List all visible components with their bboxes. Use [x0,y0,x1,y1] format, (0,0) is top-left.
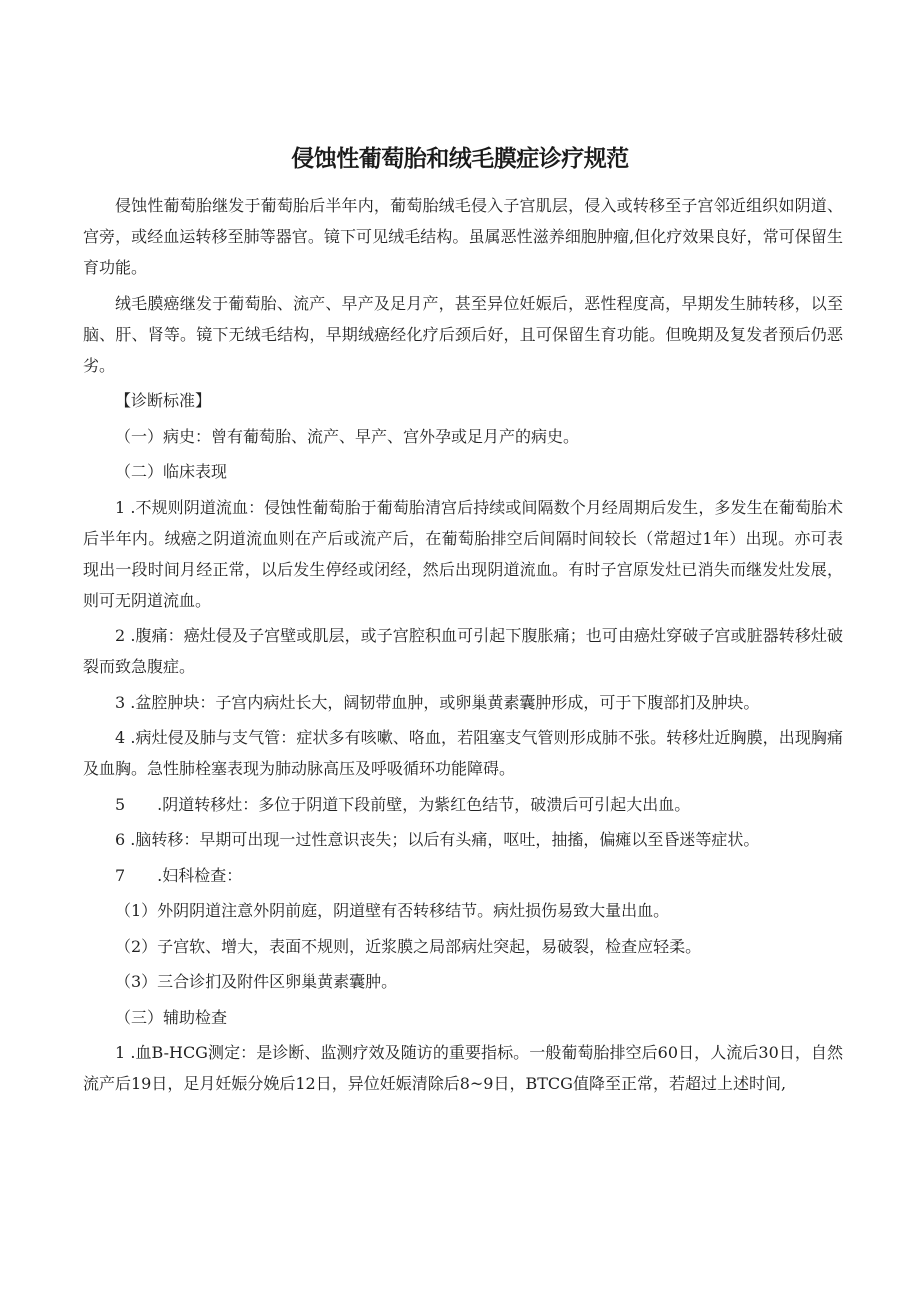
item-clinical-heading: （二）临床表现 [115,462,228,481]
item-irregular-bleeding: 1 .不规则阴道流血：侵蚀性葡萄胎于葡萄胎清宫后持续或间隔数个月经周期后发生，多发生在葡萄胎术后半年内。绒癌之阴道流血则在产后或流产后，在葡萄胎排空后间隔时间较长（常超过1年）出现。亦可表现出一段时间月经正常，以后发生停经或闭经，然后出现阴道流血。有时子宫原发灶已消失而继发灶发展，则可无阴道流血。 [83,497,843,610]
item-brain-metastasis: 6 .脑转移：早期可出现一过性意识丧失；以后有头痛，呕吐，抽搐，偏瘫以至昏迷等症状。 [115,830,760,849]
paragraph-intro-invasive-mole: 侵蚀性葡萄胎继发于葡萄胎后半年内，葡萄胎绒毛侵入子宫肌层，侵入或转移至子宫邻近组织如阴道、宫旁，或经血运转移至肺等器官。镜下可见绒毛结构。虽属恶性滋养细胞肿瘤,但化疗效果良好，常可保留生育功能。 [83,196,843,277]
item-abdominal-pain: 2 .腹痛：癌灶侵及子宫壁或肌层，或子宫腔积血可引起下腹胀痛；也可由癌灶穿破子宫或脏器转移灶破裂而致急腹症。 [83,626,843,676]
document-body [83,190,843,1104]
item-lung-involvement: 4 .病灶侵及肺与支气管：症状多有咳嗽、咯血，若阻塞支气管则形成肺不张。转移灶近胸膜，出现胸痛及血胸。急性肺栓塞表现为肺动脉高压及呼吸循环功能障碍。 [83,728,843,778]
item-gyn-exam-1: （1）外阴阴道注意外阴前庭，阴道壁有否转移结节。病灶损伤易致大量出血。 [115,901,670,920]
page-title: 侵蚀性葡萄胎和绒毛膜症诊疗规范 [291,146,629,172]
item-auxiliary-heading: （三）辅助检查 [115,1007,228,1027]
item-history: （一）病史：曾有葡萄胎、流产、早产、宫外孕或足月产的病史。 [115,426,580,446]
item-pelvic-mass: 3 .盆腔肿块：子宫内病灶长大，阔韧带血肿，或卵巢黄素囊肿形成，可于下腹部扪及肿块。 [115,692,760,712]
item-gyn-exam-heading: 7 .妇科检查： [115,865,243,885]
item-vaginal-metastasis: 5 .阴道转移灶：多位于阴道下段前壁，为紫红色结节，破溃后可引起大出血。 [115,794,691,814]
paragraph-intro-choriocarcinoma: 绒毛膜癌继发于葡萄胎、流产、早产及足月产，甚至异位妊娠后，恶性程度高，早期发生肺转移，以至脑、肝、肾等。镜下无绒毛结构，早期绒癌经化疗后颈后好，且可保留生育功能。但晚期及复发者预后仍恶劣。 [83,293,843,375]
item-hcg-test: 1 .血B-HCG测定：是诊断、监测疗效及随访的重要指标。一般葡萄胎排空后60日，人流后30日，自然流产后19日，足月妊娠分娩后12日，异位妊娠清除后8~9日，BTCG值降至正常，若超过上述时间, [83,1043,843,1093]
item-gyn-exam-2: （2）子宫软、增大，表面不规则，近浆膜之局部病灶突起，易破裂，检查应轻柔。 [115,936,702,956]
section-heading-diagnosis: 【诊断标准】 [115,391,212,410]
item-gyn-exam-3: （3）三合诊扪及附件区卵巢黄素囊肿。 [115,972,398,991]
